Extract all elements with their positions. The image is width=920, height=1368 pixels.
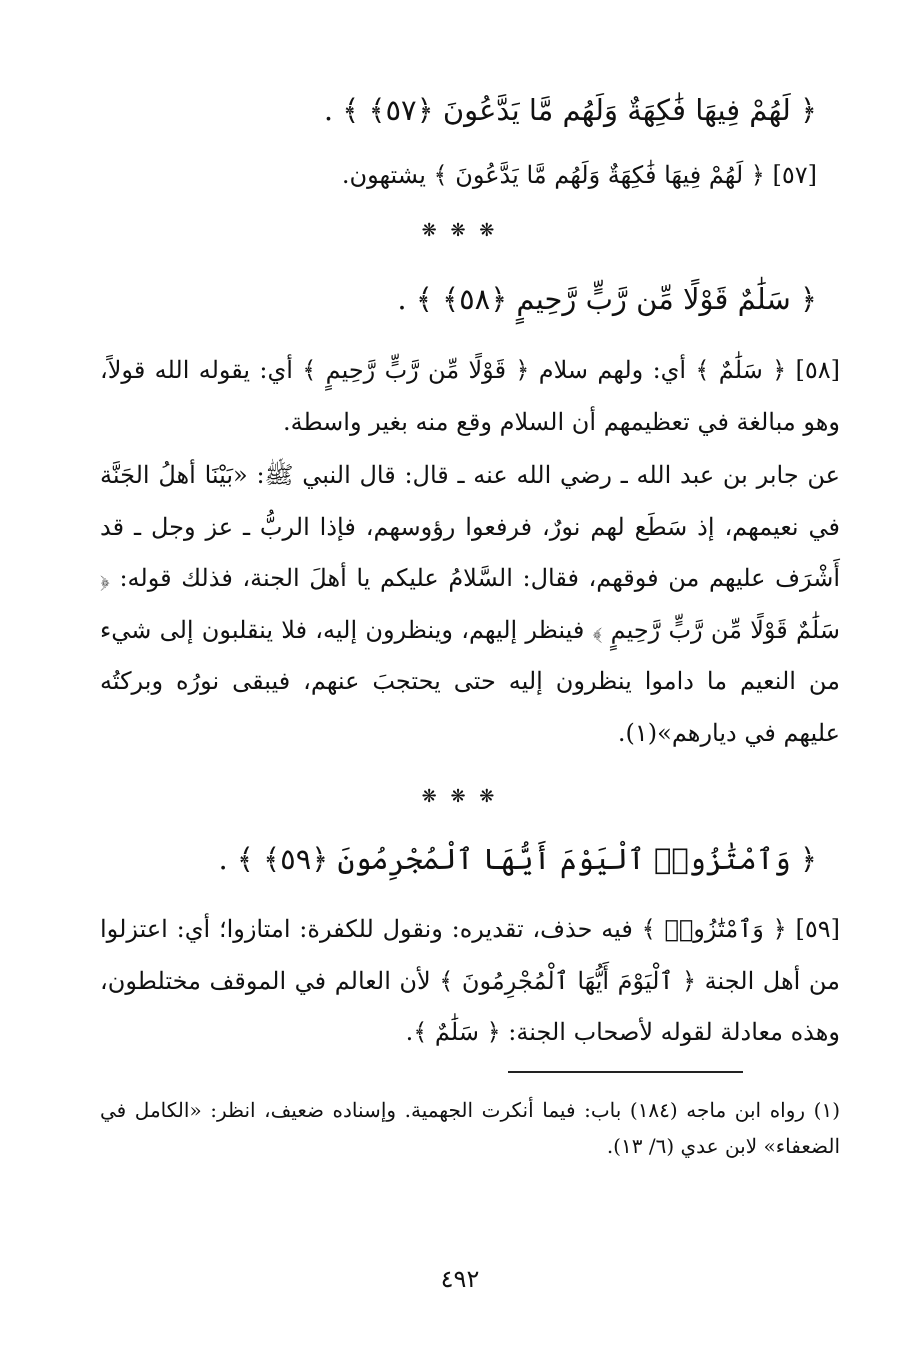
commentary-verse-59: [٥٩] ﴿ وَٱمْتَٰزُوا۟ ﴾ فيه حذف، تقديره: ونقول للكفرة: امتازوا؛ أي: اعتزلوا من أهل الجنة ﴿ ٱلْيَوْمَ أَيُّهَا ٱلْمُجْرِمُونَ ﴾ لأن العالم في الموقف مختلطون، وهذه معادلة لقوله لأصحاب الجنة: ﴿ سَلَٰمٌ ﴾. — [100, 915, 840, 1046]
section-separator: ❋ ❋ ❋ — [421, 220, 499, 241]
quran-verse-59: ﴿ وَٱمْتَٰزُوا۟ ٱلْيَوْمَ أَيُّهَا ٱلْمُجْرِمُونَ ﴿٥٩﴾ ﴾ . — [218, 842, 817, 876]
footnote: (١) رواه ابن ماجه (١٨٤) باب: فيما أنكرت الجهمية. وإسناده ضعيف، انظر: «الكامل في الضعفاء» لابن عدي (٦/ ١٣). — [100, 1098, 840, 1158]
quran-verse-58: ﴿ سَلَٰمٌ قَوْلًا مِّن رَّبٍّ رَّحِيمٍ ﴿٥٨﴾ ﴾ . — [397, 282, 817, 316]
commentary-verse-57: [٥٧] ﴿ لَهُمْ فِيهَا فَٰكِهَةٌ وَلَهُم مَّا يَدَّعُونَ ﴾ يشتهون. — [341, 161, 817, 189]
hadith-paragraph: عن جابر بن عبد الله ـ رضي الله عنه ـ قال: قال النبي ﷺ: «بَيْنَا أهلُ الجَنَّة في نعيمهم، إذ سَطَع لهم نورٌ، فرفعوا رؤوسهم، فإذا الربُّ ـ عز وجل ـ قد أَشْرَف عليهم من فوقهم، فقال: السَّلامُ عليكم يا أهلَ الجنة، فذلك قوله: ﴿ سَلَٰمٌ قَوْلًا مِّن رَّبٍّ رَّحِيمٍ ﴾ فينظر إليهم، وينظرون إليه، فلا ينقلبون إلى شيء من النعيم ما داموا ينظرون إليه حتى يحتجبَ عنهم، فيبقى نورُه وبركتُه عليهم في ديارهم»(١). — [100, 461, 840, 747]
commentary-verse-58: [٥٨] ﴿ سَلَٰمٌ ﴾ أي: ولهم سلام ﴿ قَوْلًا مِّن رَّبٍّ رَّحِيمٍ ﴾ أي: يقوله الله قولاً، وهو مبالغة في تعظيمهم أن السلام وقع منه بغير واسطة. — [100, 356, 840, 436]
footnote-divider — [508, 1071, 743, 1073]
section-separator: ❋ ❋ ❋ — [421, 786, 499, 807]
quran-verse-57: ﴿ لَهُمْ فِيهَا فَٰكِهَةٌ وَلَهُم مَّا يَدَّعُونَ ﴿٥٧﴾ ﴾ . — [323, 93, 817, 127]
page-number: ٤٩٢ — [440, 1265, 480, 1293]
